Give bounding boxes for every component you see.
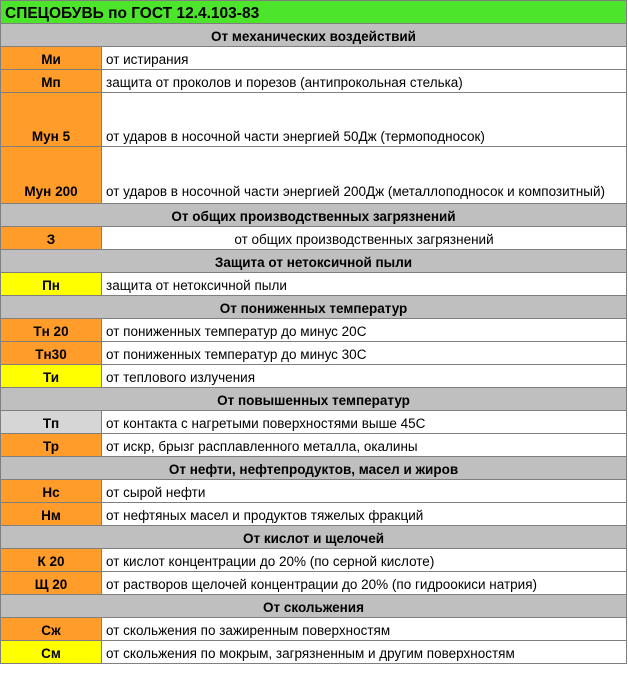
table-row (1, 641, 627, 664)
section-heading: От общих производственных загрязнений (1, 204, 627, 227)
table-row (1, 273, 627, 296)
section-heading: От повышенных температур (1, 388, 627, 411)
table-row (1, 147, 627, 204)
protection-description-cell: от скольжения по зажиренным поверхностям (102, 618, 627, 641)
section-heading: От скольжения (1, 595, 627, 618)
table-row (1, 365, 627, 388)
section-header-row (1, 250, 627, 273)
section-header-row (1, 388, 627, 411)
section-header-row (1, 457, 627, 480)
protection-description-cell: от истирания (102, 47, 627, 70)
section-heading: От механических воздействий (1, 24, 627, 47)
protection-description-cell: от растворов щелочей концентрации до 20% (по гидроокиси натрия) (102, 572, 627, 595)
marking-code-cell: Нс (1, 480, 102, 503)
table-row (1, 503, 627, 526)
marking-code-cell: З (1, 227, 102, 250)
table-row (1, 549, 627, 572)
table-row (1, 618, 627, 641)
table-row (1, 227, 627, 250)
gost-table-body (1, 1, 627, 664)
section-header-row (1, 24, 627, 47)
section-heading: От кислот и щелочей (1, 526, 627, 549)
marking-code-cell: Сж (1, 618, 102, 641)
table-row (1, 319, 627, 342)
table-row (1, 480, 627, 503)
protection-description-cell: от сырой нефти (102, 480, 627, 503)
marking-code-cell: Нм (1, 503, 102, 526)
protection-description-cell: от ударов в носочной части энергией 200Дж (металлоподносок и композитный) (102, 147, 627, 204)
protection-description-cell: от теплового излучения (102, 365, 627, 388)
table-row (1, 70, 627, 93)
marking-code-cell: Тп (1, 411, 102, 434)
protection-description-cell: от пониженных температур до минус 20С (102, 319, 627, 342)
table-row (1, 342, 627, 365)
marking-code-cell: К 20 (1, 549, 102, 572)
protection-description-cell: от контакта с нагретыми поверхностями выше 45С (102, 411, 627, 434)
marking-code-cell: Пн (1, 273, 102, 296)
marking-code-cell: Тр (1, 434, 102, 457)
table-row (1, 93, 627, 147)
title-row (1, 1, 627, 24)
section-header-row (1, 204, 627, 227)
protection-description-cell: от кислот концентрации до 20% (по серной кислоте) (102, 549, 627, 572)
protection-description-cell: от ударов в носочной части энергией 50Дж (термоподносок) (102, 93, 627, 147)
section-heading: От пониженных температур (1, 296, 627, 319)
section-heading: Защита от нетоксичной пыли (1, 250, 627, 273)
marking-code-cell: Тн30 (1, 342, 102, 365)
protection-description-cell: защита от проколов и порезов (антипрокольная стелька) (102, 70, 627, 93)
table-row (1, 434, 627, 457)
protection-description-cell: от искр, брызг расплавленного металла, окалины (102, 434, 627, 457)
protection-description-cell: от нефтяных масел и продуктов тяжелых фракций (102, 503, 627, 526)
section-heading: От нефти, нефтепродуктов, масел и жиров (1, 457, 627, 480)
table-row (1, 47, 627, 70)
marking-code-cell: См (1, 641, 102, 664)
table-row (1, 572, 627, 595)
section-header-row (1, 595, 627, 618)
table-row (1, 411, 627, 434)
marking-code-cell: Щ 20 (1, 572, 102, 595)
marking-code-cell: Ти (1, 365, 102, 388)
section-header-row (1, 526, 627, 549)
protection-description-cell: от общих производственных загрязнений (102, 227, 627, 250)
marking-code-cell: Тн 20 (1, 319, 102, 342)
marking-code-cell: Ми (1, 47, 102, 70)
marking-code-cell: Мп (1, 70, 102, 93)
marking-code-cell: Мун 200 (1, 147, 102, 204)
section-header-row (1, 296, 627, 319)
marking-code-cell: Мун 5 (1, 93, 102, 147)
table-title: СПЕЦОБУВЬ по ГОСТ 12.4.103-83 (1, 1, 627, 24)
protection-description-cell: от пониженных температур до минус 30С (102, 342, 627, 365)
protection-description-cell: защита от нетоксичной пыли (102, 273, 627, 296)
protection-description-cell: от скольжения по мокрым, загрязненным и другим поверхностям (102, 641, 627, 664)
